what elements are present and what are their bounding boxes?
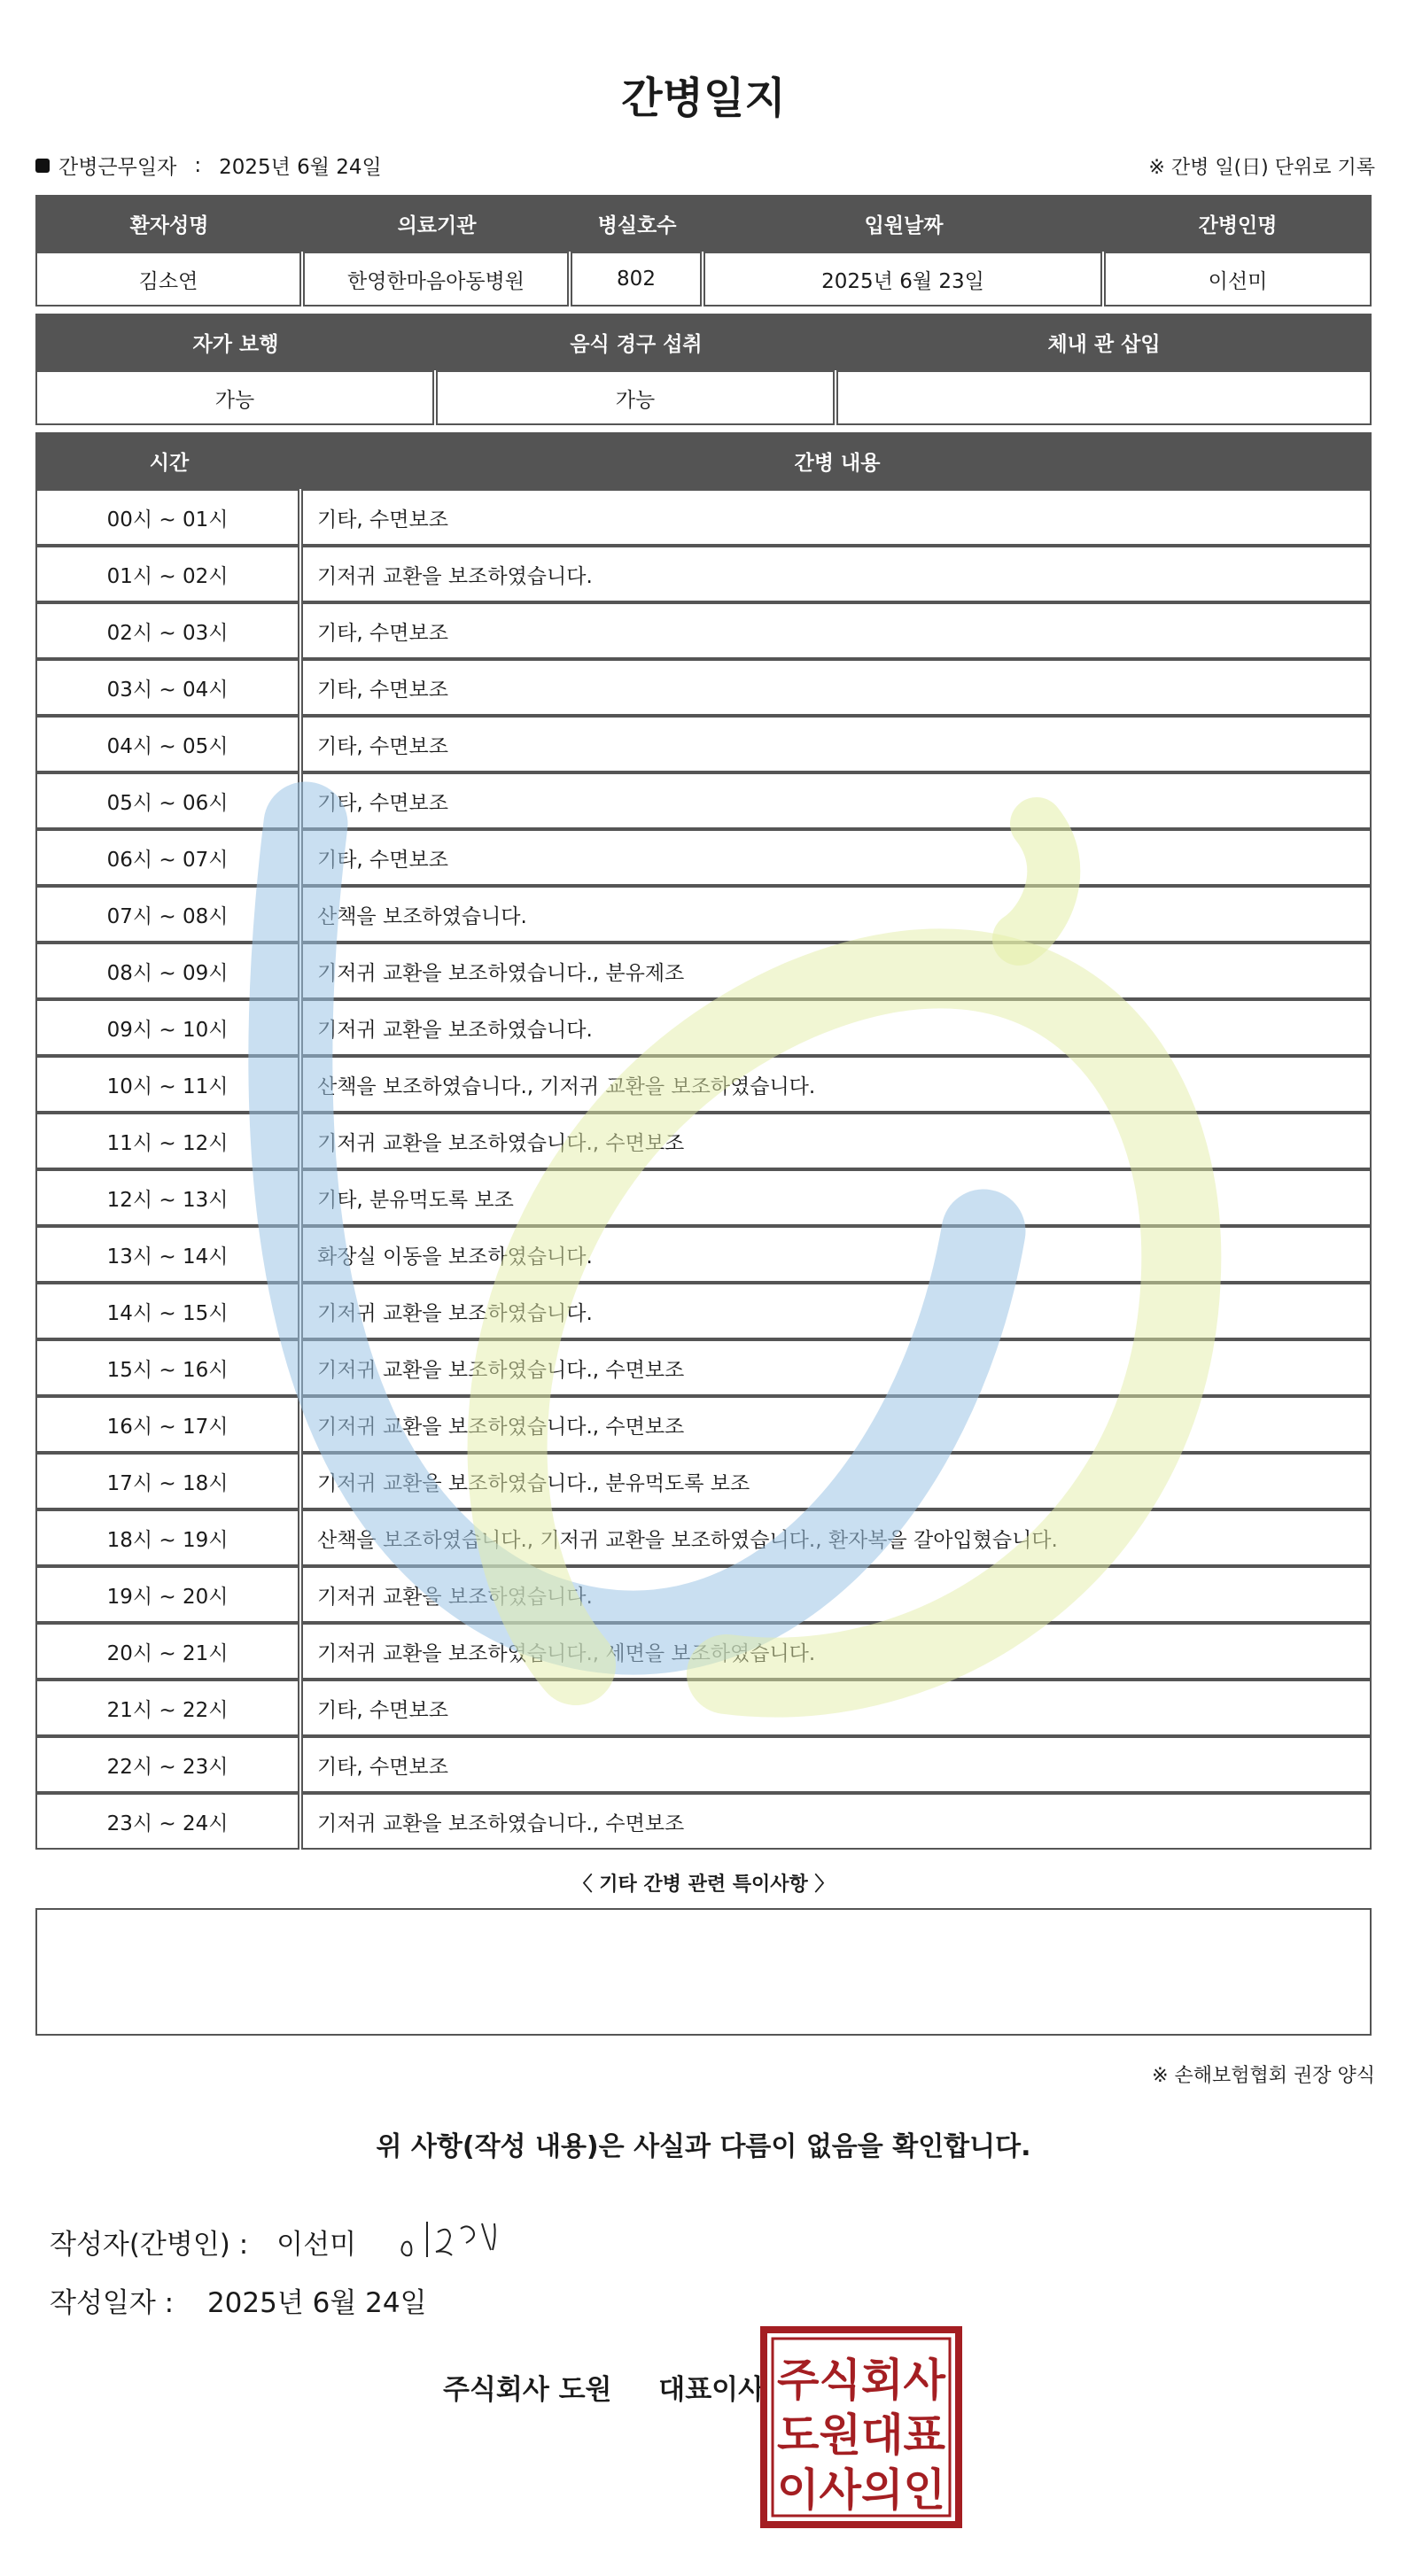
- written-date-line: [50, 2280, 427, 2320]
- log-time: 16시 ~ 17시: [35, 1396, 299, 1453]
- admission-date-value: 2025년 6월 23일: [704, 252, 1102, 306]
- log-content: 기타, 수면보조: [301, 829, 1372, 886]
- log-time: 19시 ~ 20시: [35, 1566, 299, 1623]
- log-time: 22시 ~ 23시: [35, 1736, 299, 1793]
- log-time: 07시 ~ 08시: [35, 886, 299, 943]
- log-content: 기저귀 교환을 보조하였습니다., 수면보조: [301, 1396, 1372, 1453]
- log-row: [35, 1793, 1372, 1850]
- log-row: [35, 1283, 1372, 1339]
- log-row: [35, 772, 1372, 829]
- header-hospital: 의료기관: [397, 213, 477, 237]
- patient-name-value: 김소연: [35, 252, 301, 306]
- log-row: [35, 1509, 1372, 1566]
- duty-date-separator: :: [194, 153, 202, 177]
- log-time: 18시 ~ 19시: [35, 1509, 299, 1566]
- log-row: [35, 659, 1372, 716]
- tube-insertion-value: [836, 370, 1372, 425]
- written-date-label: 작성일자 :: [50, 2287, 175, 2319]
- header-self-walking: 자가 보행: [192, 332, 279, 356]
- header-oral-intake: 음식 경구 섭취: [570, 332, 703, 356]
- header-caregiver: 간병인명: [1198, 213, 1278, 237]
- log-time: 04시 ~ 05시: [35, 716, 299, 772]
- log-content: 기타, 수면보조: [301, 1736, 1372, 1793]
- header-care-content: 간병 내용: [794, 451, 881, 475]
- log-row: [35, 1566, 1372, 1623]
- caregiver-value: 이선미: [1104, 252, 1372, 306]
- unit-note: ※ 간병 일(日) 단위로 기록: [1148, 157, 1375, 179]
- writer-line: [50, 2215, 548, 2268]
- svg-text:주식회사: 주식회사: [777, 2355, 946, 2406]
- care-log-table: [35, 432, 1372, 1850]
- log-row: [35, 1396, 1372, 1453]
- log-row: [35, 1339, 1372, 1396]
- care-status-table: [35, 314, 1372, 425]
- log-row: [35, 489, 1372, 546]
- log-content: 기타, 수면보조: [301, 716, 1372, 772]
- log-content: 기저귀 교환을 보조하였습니다., 세면을 보조하였습니다.: [301, 1623, 1372, 1680]
- care-status-header-row: [35, 314, 1372, 370]
- log-time: 11시 ~ 12시: [35, 1113, 299, 1169]
- log-time: 15시 ~ 16시: [35, 1339, 299, 1396]
- log-row: [35, 829, 1372, 886]
- log-time: 06시 ~ 07시: [35, 829, 299, 886]
- duty-date-label: 간병근무일자: [58, 156, 177, 179]
- log-content: 기저귀 교환을 보조하였습니다., 수면보조: [301, 1113, 1372, 1169]
- log-time: 00시 ~ 01시: [35, 489, 299, 546]
- header-admission-date: 입원날짜: [864, 213, 944, 237]
- log-content: 기저귀 교환을 보조하였습니다., 수면보조: [301, 1339, 1372, 1396]
- patient-info-value-row: [35, 252, 1372, 306]
- log-time: 05시 ~ 06시: [35, 772, 299, 829]
- log-content: 기타, 수면보조: [301, 659, 1372, 716]
- duty-date-value: 2025년 6월 24일: [219, 156, 382, 179]
- ceo-title: 대표이사: [658, 2374, 766, 2406]
- written-date-value: 2025년 6월 24일: [206, 2287, 427, 2319]
- signature-image: [397, 2215, 548, 2268]
- log-content: 기타, 수면보조: [301, 602, 1372, 659]
- log-content: 기저귀 교환을 보조하였습니다., 분유제조: [301, 943, 1372, 999]
- log-row: [35, 546, 1372, 602]
- log-content: 기타, 분유먹도록 보조: [301, 1169, 1372, 1226]
- log-time: 13시 ~ 14시: [35, 1226, 299, 1283]
- self-walking-value: 가능: [35, 370, 434, 425]
- care-status-value-row: [35, 370, 1372, 425]
- log-row: [35, 1113, 1372, 1169]
- log-content: 기타, 수면보조: [301, 489, 1372, 546]
- log-row: [35, 943, 1372, 999]
- log-time: 01시 ~ 02시: [35, 546, 299, 602]
- care-log-rows: [35, 489, 1372, 1850]
- log-content: 기저귀 교환을 보조하였습니다.: [301, 1566, 1372, 1623]
- log-row: [35, 1056, 1372, 1113]
- log-row: [35, 1169, 1372, 1226]
- log-time: 09시 ~ 10시: [35, 999, 299, 1056]
- log-time: 08시 ~ 09시: [35, 943, 299, 999]
- room-value: 802: [571, 252, 702, 306]
- log-row: [35, 1623, 1372, 1680]
- duty-date-line: [35, 151, 382, 180]
- log-row: [35, 716, 1372, 772]
- company-name: 주식회사 도원: [443, 2374, 612, 2406]
- header-tube-insertion: 체내 관 삽입: [1047, 332, 1161, 356]
- log-content: 기타, 수면보조: [301, 772, 1372, 829]
- header-patient-name: 환자성명: [129, 213, 209, 237]
- log-content: 화장실 이동을 보조하였습니다.: [301, 1226, 1372, 1283]
- log-content: 산책을 보조하였습니다., 기저귀 교환을 보조하였습니다.: [301, 1056, 1372, 1113]
- company-line: [443, 2367, 765, 2407]
- log-time: 10시 ~ 11시: [35, 1056, 299, 1113]
- log-time: 02시 ~ 03시: [35, 602, 299, 659]
- log-time: 12시 ~ 13시: [35, 1169, 299, 1226]
- oral-intake-value: 가능: [436, 370, 835, 425]
- log-time: 21시 ~ 22시: [35, 1680, 299, 1736]
- log-row: [35, 999, 1372, 1056]
- log-content: 기저귀 교환을 보조하였습니다., 수면보조: [301, 1793, 1372, 1850]
- log-row: [35, 1680, 1372, 1736]
- log-time: 14시 ~ 15시: [35, 1283, 299, 1339]
- company-seal: [760, 2326, 962, 2528]
- log-content: 산책을 보조하였습니다., 기저귀 교환을 보조하였습니다., 환자복을 갈아입혔습니다.: [301, 1509, 1372, 1566]
- log-row: [35, 602, 1372, 659]
- hospital-value: 한영한마음아동병원: [303, 252, 569, 306]
- log-time: 20시 ~ 21시: [35, 1623, 299, 1680]
- log-row: [35, 886, 1372, 943]
- patient-info-header-row: [35, 195, 1372, 252]
- document-title: 간병일지: [621, 74, 786, 123]
- log-row: [35, 1736, 1372, 1793]
- log-row: [35, 1226, 1372, 1283]
- svg-text:도원대표: 도원대표: [777, 2409, 946, 2461]
- header-time: 시간: [149, 451, 190, 475]
- patient-info-table: [35, 195, 1372, 306]
- log-content: 기타, 수면보조: [301, 1680, 1372, 1736]
- log-time: 17시 ~ 18시: [35, 1453, 299, 1509]
- bullet-icon: [35, 159, 50, 173]
- log-content: 기저귀 교환을 보조하였습니다.: [301, 1283, 1372, 1339]
- header-room: 병실호수: [597, 213, 677, 237]
- confirmation-statement: 위 사항(작성 내용)은 사실과 다름이 없음을 확인합니다.: [376, 2131, 1031, 2162]
- log-row: [35, 1453, 1372, 1509]
- log-content: 기저귀 교환을 보조하였습니다.: [301, 999, 1372, 1056]
- care-log-header-row: [35, 432, 1372, 489]
- log-content: 기저귀 교환을 보조하였습니다.: [301, 546, 1372, 602]
- writer-name: 이선미: [276, 2228, 357, 2261]
- log-content: 산책을 보조하였습니다.: [301, 886, 1372, 943]
- log-time: 03시 ~ 04시: [35, 659, 299, 716]
- svg-text:이사의인: 이사의인: [777, 2464, 945, 2516]
- log-time: 23시 ~ 24시: [35, 1793, 299, 1850]
- recommended-form-note: ※ 손해보험협회 권장 양식: [1152, 2065, 1375, 2087]
- special-notes-title: 〈 기타 간병 관련 특이사항 〉: [572, 1874, 835, 1896]
- log-content: 기저귀 교환을 보조하였습니다., 분유먹도록 보조: [301, 1453, 1372, 1509]
- special-notes-box: [35, 1908, 1372, 2036]
- writer-label: 작성자(간병인) :: [50, 2228, 249, 2261]
